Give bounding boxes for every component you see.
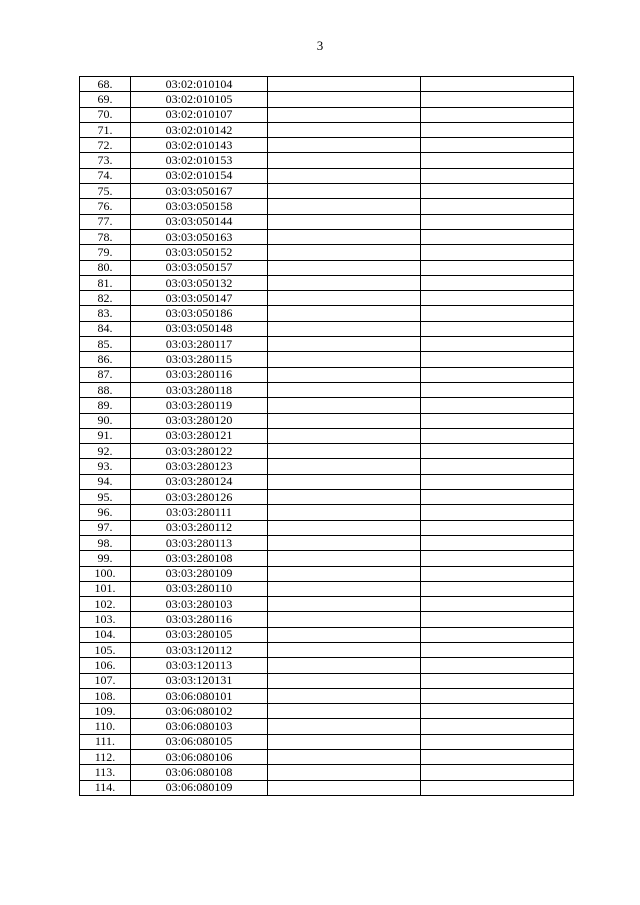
row-number-cell: 87. [80,367,131,382]
empty-cell [421,505,574,520]
row-number-cell: 104. [80,627,131,642]
empty-cell [421,474,574,489]
empty-cell [268,184,421,199]
row-number-cell: 71. [80,122,131,137]
cadastral-code-cell: 03:03:050144 [131,214,268,229]
empty-cell [268,275,421,290]
cadastral-code-cell: 03:03:280103 [131,597,268,612]
empty-cell [268,260,421,275]
empty-cell [268,459,421,474]
row-number-cell: 108. [80,688,131,703]
table-row [80,704,574,719]
cadastral-code-cell: 03:03:280120 [131,413,268,428]
row-number-cell: 80. [80,260,131,275]
table-row [80,581,574,596]
row-number-cell: 103. [80,612,131,627]
cadastral-code-cell: 03:02:010143 [131,138,268,153]
empty-cell [421,413,574,428]
cadastral-code-cell: 03:03:050147 [131,291,268,306]
empty-cell [421,780,574,795]
empty-cell [268,520,421,535]
empty-cell [421,168,574,183]
registry-table-body [80,77,574,796]
empty-cell [268,658,421,673]
cadastral-code-cell: 03:03:050152 [131,245,268,260]
cadastral-code-cell: 03:03:280111 [131,505,268,520]
empty-cell [268,306,421,321]
cadastral-code-cell: 03:06:080109 [131,780,268,795]
empty-cell [268,673,421,688]
row-number-cell: 74. [80,168,131,183]
cadastral-code-cell: 03:03:280105 [131,627,268,642]
empty-cell [421,367,574,382]
row-number-cell: 99. [80,551,131,566]
cadastral-code-cell: 03:03:280116 [131,367,268,382]
cadastral-code-cell: 03:03:120113 [131,658,268,673]
empty-cell [421,719,574,734]
empty-cell [421,459,574,474]
table-row [80,92,574,107]
empty-cell [268,413,421,428]
table-row [80,153,574,168]
empty-cell [268,199,421,214]
table-row [80,750,574,765]
empty-cell [268,734,421,749]
empty-cell [421,688,574,703]
row-number-cell: 92. [80,444,131,459]
empty-cell [421,444,574,459]
empty-cell [268,780,421,795]
empty-cell [421,566,574,581]
cadastral-code-cell: 03:02:010142 [131,122,268,137]
row-number-cell: 105. [80,642,131,657]
table-row [80,199,574,214]
empty-cell [268,551,421,566]
row-number-cell: 79. [80,245,131,260]
row-number-cell: 75. [80,184,131,199]
empty-cell [268,153,421,168]
empty-cell [421,321,574,336]
empty-cell [268,107,421,122]
table-row [80,505,574,520]
empty-cell [421,765,574,780]
row-number-cell: 93. [80,459,131,474]
empty-cell [421,750,574,765]
table-row [80,566,574,581]
row-number-cell: 70. [80,107,131,122]
row-number-cell: 84. [80,321,131,336]
cadastral-code-cell: 03:03:050186 [131,306,268,321]
empty-cell [268,505,421,520]
empty-cell [268,750,421,765]
table-row [80,413,574,428]
table-row [80,245,574,260]
cadastral-code-cell: 03:06:080103 [131,719,268,734]
cadastral-code-cell: 03:03:280122 [131,444,268,459]
table-row [80,612,574,627]
row-number-cell: 100. [80,566,131,581]
table-row [80,444,574,459]
empty-cell [268,337,421,352]
empty-cell [421,245,574,260]
row-number-cell: 86. [80,352,131,367]
table-row [80,306,574,321]
empty-cell [421,581,574,596]
empty-cell [421,291,574,306]
empty-cell [421,107,574,122]
empty-cell [421,535,574,550]
empty-cell [421,184,574,199]
table-row [80,260,574,275]
row-number-cell: 85. [80,337,131,352]
row-number-cell: 110. [80,719,131,734]
empty-cell [268,719,421,734]
cadastral-code-cell: 03:03:050157 [131,260,268,275]
row-number-cell: 102. [80,597,131,612]
table-row [80,428,574,443]
row-number-cell: 113. [80,765,131,780]
empty-cell [268,444,421,459]
cadastral-code-cell: 03:06:080101 [131,688,268,703]
empty-cell [268,291,421,306]
table-row [80,122,574,137]
table-row [80,765,574,780]
row-number-cell: 107. [80,673,131,688]
empty-cell [421,520,574,535]
cadastral-code-cell: 03:03:280119 [131,398,268,413]
cadastral-code-cell: 03:03:280109 [131,566,268,581]
empty-cell [421,138,574,153]
empty-cell [421,92,574,107]
empty-cell [421,658,574,673]
row-number-cell: 111. [80,734,131,749]
row-number-cell: 91. [80,428,131,443]
empty-cell [421,153,574,168]
empty-cell [268,490,421,505]
row-number-cell: 72. [80,138,131,153]
cadastral-code-cell: 03:03:280117 [131,337,268,352]
table-row [80,535,574,550]
row-number-cell: 73. [80,153,131,168]
empty-cell [421,229,574,244]
empty-cell [268,474,421,489]
cadastral-code-cell: 03:02:010153 [131,153,268,168]
cadastral-code-cell: 03:02:010107 [131,107,268,122]
table-row [80,490,574,505]
empty-cell [268,382,421,397]
empty-cell [268,367,421,382]
table-row [80,107,574,122]
row-number-cell: 112. [80,750,131,765]
cadastral-code-cell: 03:03:120112 [131,642,268,657]
table-row [80,658,574,673]
empty-cell [268,214,421,229]
empty-cell [268,321,421,336]
table-row [80,780,574,795]
empty-cell [421,612,574,627]
cadastral-code-cell: 03:03:280115 [131,352,268,367]
empty-cell [421,352,574,367]
table-row [80,474,574,489]
empty-cell [421,734,574,749]
table-row [80,367,574,382]
row-number-cell: 90. [80,413,131,428]
page-number: 3 [316,38,324,53]
table-row [80,337,574,352]
row-number-cell: 97. [80,520,131,535]
cadastral-code-cell: 03:06:080105 [131,734,268,749]
row-number-cell: 69. [80,92,131,107]
row-number-cell: 88. [80,382,131,397]
table-row [80,352,574,367]
empty-cell [268,398,421,413]
row-number-cell: 94. [80,474,131,489]
empty-cell [268,627,421,642]
cadastral-code-cell: 03:03:050132 [131,275,268,290]
table-row [80,229,574,244]
empty-cell [421,597,574,612]
table-row [80,138,574,153]
cadastral-code-cell: 03:03:050148 [131,321,268,336]
cadastral-code-cell: 03:02:010154 [131,168,268,183]
cadastral-code-cell: 03:06:080102 [131,704,268,719]
row-number-cell: 109. [80,704,131,719]
table-row [80,642,574,657]
row-number-cell: 101. [80,581,131,596]
cadastral-code-cell: 03:03:280123 [131,459,268,474]
row-number-cell: 106. [80,658,131,673]
table-row [80,291,574,306]
empty-cell [421,490,574,505]
cadastral-code-cell: 03:03:050167 [131,184,268,199]
empty-cell [268,168,421,183]
empty-cell [268,597,421,612]
cadastral-code-cell: 03:03:050158 [131,199,268,214]
empty-cell [268,77,421,92]
row-number-cell: 82. [80,291,131,306]
table-row [80,673,574,688]
cadastral-code-cell: 03:06:080106 [131,750,268,765]
empty-cell [268,566,421,581]
table-row [80,214,574,229]
empty-cell [268,688,421,703]
cadastral-code-cell: 03:03:280112 [131,520,268,535]
cadastral-code-cell: 03:03:280110 [131,581,268,596]
empty-cell [268,612,421,627]
empty-cell [421,704,574,719]
cadastral-code-cell: 03:02:010105 [131,92,268,107]
empty-cell [268,245,421,260]
cadastral-code-cell: 03:03:280121 [131,428,268,443]
empty-cell [421,77,574,92]
empty-cell [268,229,421,244]
empty-cell [421,306,574,321]
table-row [80,459,574,474]
row-number-cell: 98. [80,535,131,550]
table-row [80,597,574,612]
empty-cell [268,535,421,550]
row-number-cell: 78. [80,229,131,244]
registry-table [79,76,574,796]
table-row [80,688,574,703]
empty-cell [421,551,574,566]
empty-cell [421,627,574,642]
cadastral-code-cell: 03:03:050163 [131,229,268,244]
table-row [80,627,574,642]
row-number-cell: 68. [80,77,131,92]
empty-cell [421,275,574,290]
empty-cell [421,428,574,443]
table-row [80,184,574,199]
cadastral-code-cell: 03:03:280116 [131,612,268,627]
table-row [80,719,574,734]
empty-cell [268,138,421,153]
empty-cell [268,765,421,780]
table-row [80,520,574,535]
cadastral-code-cell: 03:03:280113 [131,535,268,550]
table-row [80,734,574,749]
cadastral-code-cell: 03:02:010104 [131,77,268,92]
empty-cell [421,260,574,275]
empty-cell [421,642,574,657]
table-row [80,321,574,336]
row-number-cell: 95. [80,490,131,505]
empty-cell [268,92,421,107]
empty-cell [421,398,574,413]
cadastral-code-cell: 03:03:120131 [131,673,268,688]
row-number-cell: 96. [80,505,131,520]
empty-cell [421,337,574,352]
cadastral-code-cell: 03:03:280124 [131,474,268,489]
empty-cell [268,428,421,443]
empty-cell [268,704,421,719]
row-number-cell: 76. [80,199,131,214]
table-row [80,382,574,397]
empty-cell [421,382,574,397]
cadastral-code-cell: 03:03:280108 [131,551,268,566]
table-row [80,398,574,413]
empty-cell [421,199,574,214]
row-number-cell: 83. [80,306,131,321]
row-number-cell: 77. [80,214,131,229]
cadastral-code-cell: 03:06:080108 [131,765,268,780]
cadastral-code-cell: 03:03:280118 [131,382,268,397]
empty-cell [268,352,421,367]
cadastral-code-cell: 03:03:280126 [131,490,268,505]
table-row [80,275,574,290]
empty-cell [421,122,574,137]
row-number-cell: 89. [80,398,131,413]
empty-cell [268,642,421,657]
table-row [80,168,574,183]
empty-cell [421,214,574,229]
table-row [80,551,574,566]
empty-cell [421,673,574,688]
row-number-cell: 114. [80,780,131,795]
empty-cell [268,122,421,137]
empty-cell [268,581,421,596]
row-number-cell: 81. [80,275,131,290]
table-row [80,77,574,92]
